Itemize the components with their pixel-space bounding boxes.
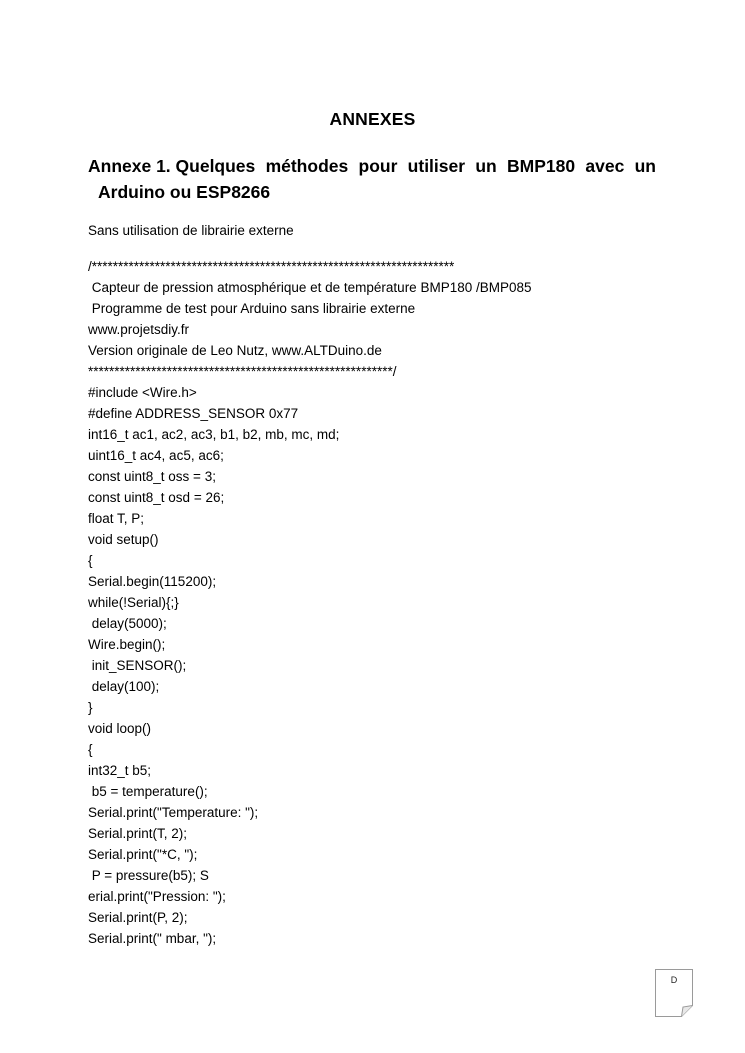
code-line: } bbox=[88, 700, 93, 715]
code-line: P = pressure(b5); S bbox=[88, 868, 209, 883]
annex-heading-line1 bbox=[88, 153, 656, 179]
code-line: void setup() bbox=[88, 532, 159, 547]
code-line: int16_t ac1, ac2, ac3, b1, b2, mb, mc, md; bbox=[88, 427, 340, 442]
code-line: const uint8_t osd = 26; bbox=[88, 490, 225, 505]
annex-heading-word: BMP180 bbox=[507, 156, 576, 176]
code-line: **********************************************************/ bbox=[88, 364, 397, 379]
code-line: { bbox=[88, 742, 93, 757]
page-number-badge bbox=[655, 969, 693, 1017]
annex-heading-line2: Arduino ou ESP8266 bbox=[98, 182, 271, 202]
code-line: delay(5000); bbox=[88, 616, 167, 631]
annex-heading-word: utiliser bbox=[407, 156, 466, 176]
code-line: erial.print("Pression: "); bbox=[88, 889, 226, 904]
annex-heading-word: un bbox=[475, 156, 497, 176]
page-title: ANNEXES bbox=[329, 109, 416, 129]
code-line: www.projetsdiy.fr bbox=[88, 322, 190, 337]
code-line: Serial.print(P, 2); bbox=[88, 910, 188, 925]
code-line: delay(100); bbox=[88, 679, 160, 694]
code-listing bbox=[88, 256, 532, 949]
page-number: D bbox=[670, 975, 678, 985]
code-line: #include <Wire.h> bbox=[88, 385, 197, 400]
code-line: Serial.print("*C, "); bbox=[88, 847, 198, 862]
code-line: /********************************************************************* bbox=[88, 259, 455, 274]
code-line: { bbox=[88, 553, 93, 568]
code-line: Capteur de pression atmosphérique et de température BMP180 /BMP085 bbox=[88, 280, 532, 295]
annex-heading-word: pour bbox=[358, 156, 398, 176]
code-line: Serial.print("Temperature: "); bbox=[88, 805, 259, 820]
annex-heading-word: un bbox=[634, 156, 656, 176]
code-line: void loop() bbox=[88, 721, 152, 736]
code-line: Serial.begin(115200); bbox=[88, 574, 217, 589]
annex-heading-word: Annexe 1. Quelques bbox=[88, 156, 256, 176]
code-line: float T, P; bbox=[88, 511, 145, 526]
annex-heading bbox=[88, 153, 656, 205]
code-line: int32_t b5; bbox=[88, 763, 152, 778]
code-line: const uint8_t oss = 3; bbox=[88, 469, 216, 484]
code-line: init_SENSOR(); bbox=[88, 658, 187, 673]
code-line: uint16_t ac4, ac5, ac6; bbox=[88, 448, 224, 463]
code-line: #define ADDRESS_SENSOR 0x77 bbox=[88, 406, 299, 421]
section-subtitle: Sans utilisation de librairie externe bbox=[88, 223, 294, 238]
code-line: Wire.begin(); bbox=[88, 637, 166, 652]
code-line: Programme de test pour Arduino sans librairie externe bbox=[88, 301, 416, 316]
code-line: while(!Serial){;} bbox=[88, 595, 179, 610]
code-line: b5 = temperature(); bbox=[88, 784, 208, 799]
annex-heading-word: méthodes bbox=[265, 156, 349, 176]
code-line: Serial.print(" mbar, "); bbox=[88, 931, 217, 946]
code-line: Version originale de Leo Nutz, www.ALTDuino.de bbox=[88, 343, 382, 358]
code-line: Serial.print(T, 2); bbox=[88, 826, 188, 841]
annex-heading-word: avec bbox=[585, 156, 625, 176]
